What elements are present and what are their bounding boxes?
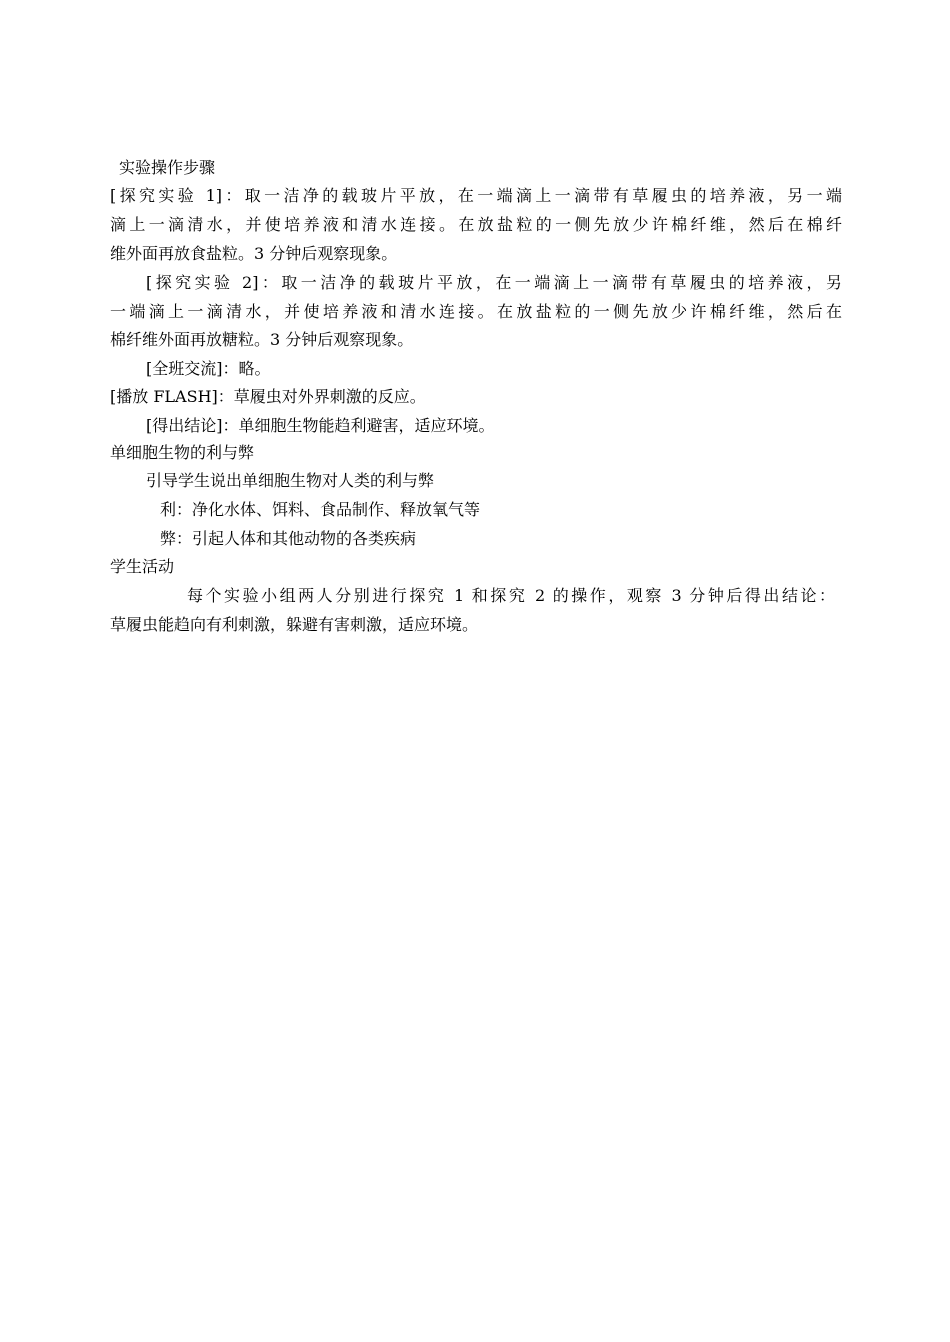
pros-text: 利：净化水体、饵料、食品制作、释放氧气等 <box>160 500 481 519</box>
experiment-1-line-2: 滴上一滴清水，并使培养液和清水连接。在放盐粒的一侧先放少许棉纤维，然后在棉纤 <box>110 215 842 234</box>
experiment-1-line-1: [探究实验 1]：取一洁净的载玻片平放，在一端滴上一滴带有草履虫的培养液，另一端 <box>110 186 842 205</box>
class-discussion: [全班交流]：略。 <box>146 359 271 378</box>
heading-student-activity: 学生活动 <box>110 557 175 576</box>
experiment-1-line-3: 维外面再放食盐粒。3 分钟后观察现象。 <box>110 244 398 263</box>
guide-text: 引导学生说出单细胞生物对人类的利与弊 <box>146 471 435 490</box>
heading-experiment-steps: 实验操作步骤 <box>119 158 216 177</box>
experiment-2-line-2: 一端滴上一滴清水，并使培养液和清水连接。在放盐粒的一侧先放少许棉纤维，然后在 <box>110 302 842 321</box>
heading-pros-cons: 单细胞生物的利与弊 <box>110 443 255 462</box>
cons-text: 弊：引起人体和其他动物的各类疾病 <box>160 529 417 548</box>
experiment-2-line-3: 棉纤维外面再放糖粒。3 分钟后观察现象。 <box>110 330 414 349</box>
experiment-2-line-1: [探究实验 2]：取一洁净的载玻片平放，在一端滴上一滴带有草履虫的培养液，另 <box>146 273 842 292</box>
activity-line-2: 草履虫能趋向有利刺激，躲避有害刺激，适应环境。 <box>110 615 479 634</box>
activity-line-1: 每个实验小组两人分别进行探究 1 和探究 2 的操作，观察 3 分钟后得出结论： <box>187 586 835 605</box>
play-flash: [播放 FLASH]：草履虫对外界刺激的反应。 <box>110 387 426 406</box>
conclusion: [得出结论]：单细胞生物能趋利避害，适应环境。 <box>146 416 495 435</box>
